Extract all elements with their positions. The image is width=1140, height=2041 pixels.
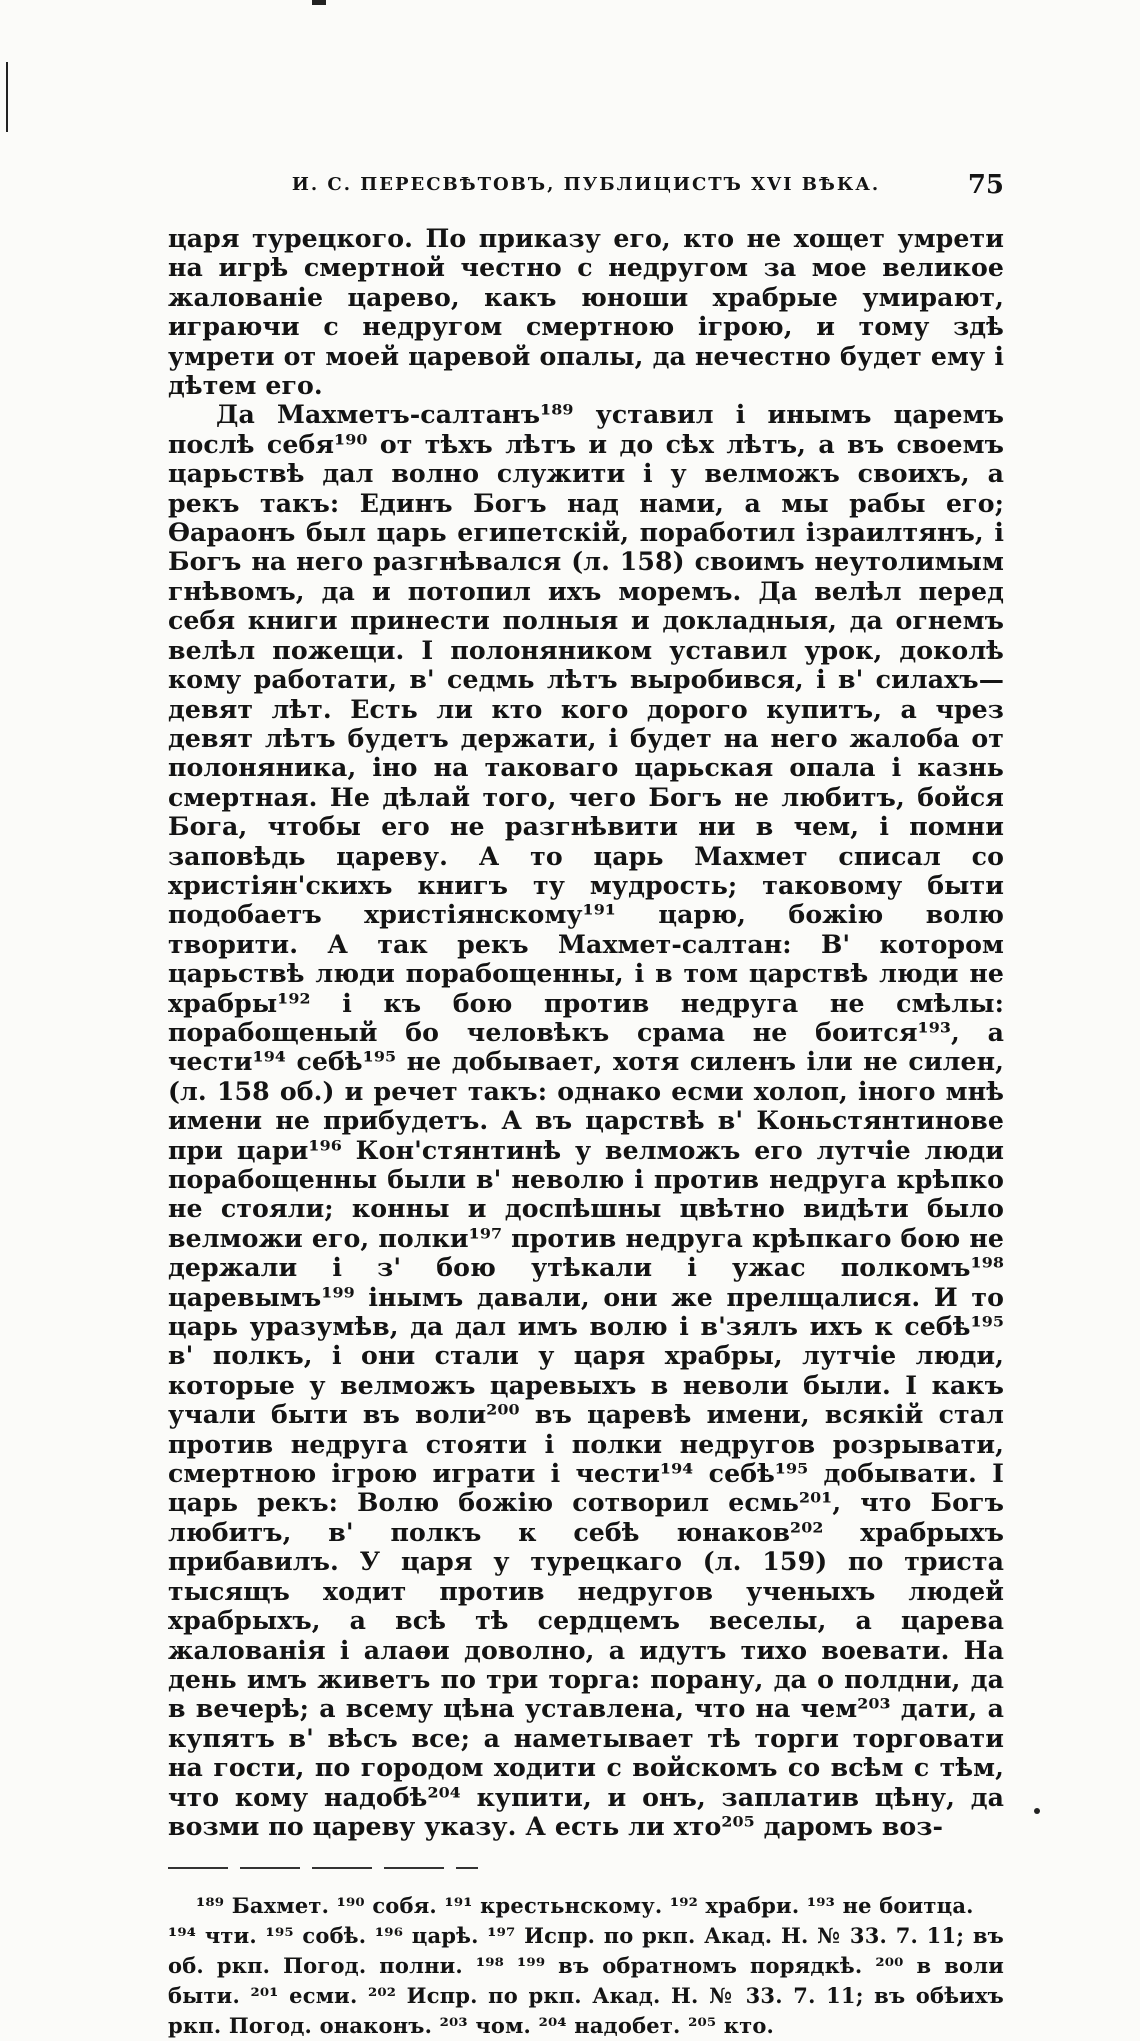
document-page bbox=[168, 170, 1004, 2041]
running-title: И. С. ПЕРЕСВѢТОВЪ, ПУБЛИЦИСТЪ XVI ВѢКА. bbox=[291, 174, 881, 195]
footnote-rule bbox=[168, 1867, 478, 1869]
scan-mark-left bbox=[6, 62, 8, 132]
footnote-line-1: ¹⁸⁹ Бахмет. ¹⁹⁰ собя. ¹⁹¹ крестьнскому. ¹⁹² храбри. ¹⁹³ не боитца. bbox=[196, 1893, 974, 1919]
scan-dot bbox=[1034, 1808, 1040, 1814]
footnote-line-2: ¹⁹⁴ чти. ¹⁹⁵ собѣ. ¹⁹⁶ царѣ. ¹⁹⁷ Испр. по ркп. Акад. Н. № 33. 7. 11; въ об. ркп. Погод. полни. ¹⁹⁸ ¹⁹⁹ въ обратномъ порядкѣ. ²⁰⁰ в воли быти. ²⁰¹ есми. ²⁰² Испр. по ркп. Акад. Н. № 33. 7. 11; въ обѣихъ ркп. Погод. онаконъ. ²⁰³ чом. ²⁰⁴ надобет. ²⁰⁵ кто. bbox=[168, 1923, 1004, 2039]
paragraph-2: Да Махметъ-салтанъ¹⁸⁹ уставил і инымъ царемъ послѣ себя¹⁹⁰ от тѣхъ лѣтъ и до сѣх лѣтъ, а въ своемъ царьствѣ дал волно служити і у велможъ своихъ, а рекъ такъ: Единъ Богъ над нами, а мы рабы его; Ѳараонъ был царь египетскій, поработил ізраилтянъ, і Богъ на него разгнѣвался (л. 158) своимъ неутолимым гнѣвомъ, да и потопил ихъ моремъ. Да велѣл перед себя книги принести полныя и докладныя, да огнемъ велѣл пожещи. І полоняником уставил урок, доколѣ кому работати, в' седмь лѣтъ выробився, і в' силахъ—девят лѣт. Есть ли кто кого дорого купитъ, а чрез девят лѣтъ будетъ держати, і будет на него жалоба от полоняника, іно на таковаго царьская опала і казнь смертная. Не дѣлай того, чего Богъ не любитъ, бойся Бога, чтобы его не разгнѣвити ни в чем, і помни заповѣдь цареву. А то царь Махмет списал со христіян'скихъ книгъ ту мудрость; таковому быти подобаетъ христіянскому¹⁹¹ царю, божію волю творити. А так рекъ Махмет-салтан: В' котором царьствѣ люди порабощенны, і в том царствѣ люди не храбры¹⁹² і къ бою против недруга не смѣлы: порабощеный бо человѣкъ срама не боится¹⁹³, а чести¹⁹⁴ себѣ¹⁹⁵ не добывает, хотя силенъ іли не силен, (л. 158 об.) и речет такъ: однако есми холоп, іного мнѣ имени не прибудетъ. А въ царствѣ в' Коньстянтинове при цари¹⁹⁶ Кон'стянтинѣ у велможъ его лутчіе люди порабощенны были в' неволю і против недруга крѣпко не стояли; конны и доспѣшны цвѣтно видѣти было велможи его, полки¹⁹⁷ против недруга крѣпкаго бою не держали і з' бою утѣкали і ужас полкомъ¹⁹⁸ царевымъ¹⁹⁹ інымъ давали, они же прелщалися. И то царь уразумѣв, да дал имъ волю і в'зялъ ихъ к себѣ¹⁹⁵ в' полкъ, і они стали у царя храбры, лутчіе люди, которые у велможъ царевыхъ в неволи были. І какъ учали быти въ воли²⁰⁰ въ царевѣ имени, всякій стал против недруга стояти і полки недругов розрывати, смертною ігрою играти і чести¹⁹⁴ себѣ¹⁹⁵ добывати. І царь рекъ: Волю божію сотворил есмь²⁰¹, что Богъ любитъ, в' полкъ к себѣ юнаков²⁰² храбрыхъ прибавилъ. У царя у турецкаго (л. 159) по триста тысящъ ходит против недругов ученыхъ людей храбрыхъ, а всѣ тѣ сердцемъ веселы, а царева жалованія і алаѳи доволно, а идутъ тихо воевати. На день имъ живетъ по три торга: порану, да о полдни, да в вечерѣ; а всему цѣна уставлена, что на чем²⁰³ дати, а купятъ в' вѣсъ все; а наметывает тѣ торги торговати на гости, по городом ходити с войскомъ со всѣм с тѣм, что кому надобѣ²⁰⁴ купити, и онъ, заплатив цѣну, да возми по цареву указу. А есть ли хто²⁰⁵ даромъ воз- bbox=[168, 399, 1004, 1841]
footnotes bbox=[168, 1891, 1004, 2041]
scan-mark-top bbox=[312, 0, 326, 5]
page-number: 75 bbox=[967, 170, 1004, 200]
paragraph-1: царя турецкого. По приказу его, кто не хощет умрети на игрѣ смертной честно с недругом за мое великое жалованіе царево, какъ юноши храбрые умирают, играючи с недругом смертною ігрою, и тому здѣ умрети от моей царевой опалы, да нечестно будет ему і дѣтем его. bbox=[168, 223, 1004, 401]
running-head bbox=[168, 170, 1004, 208]
body-text bbox=[168, 224, 1004, 1841]
